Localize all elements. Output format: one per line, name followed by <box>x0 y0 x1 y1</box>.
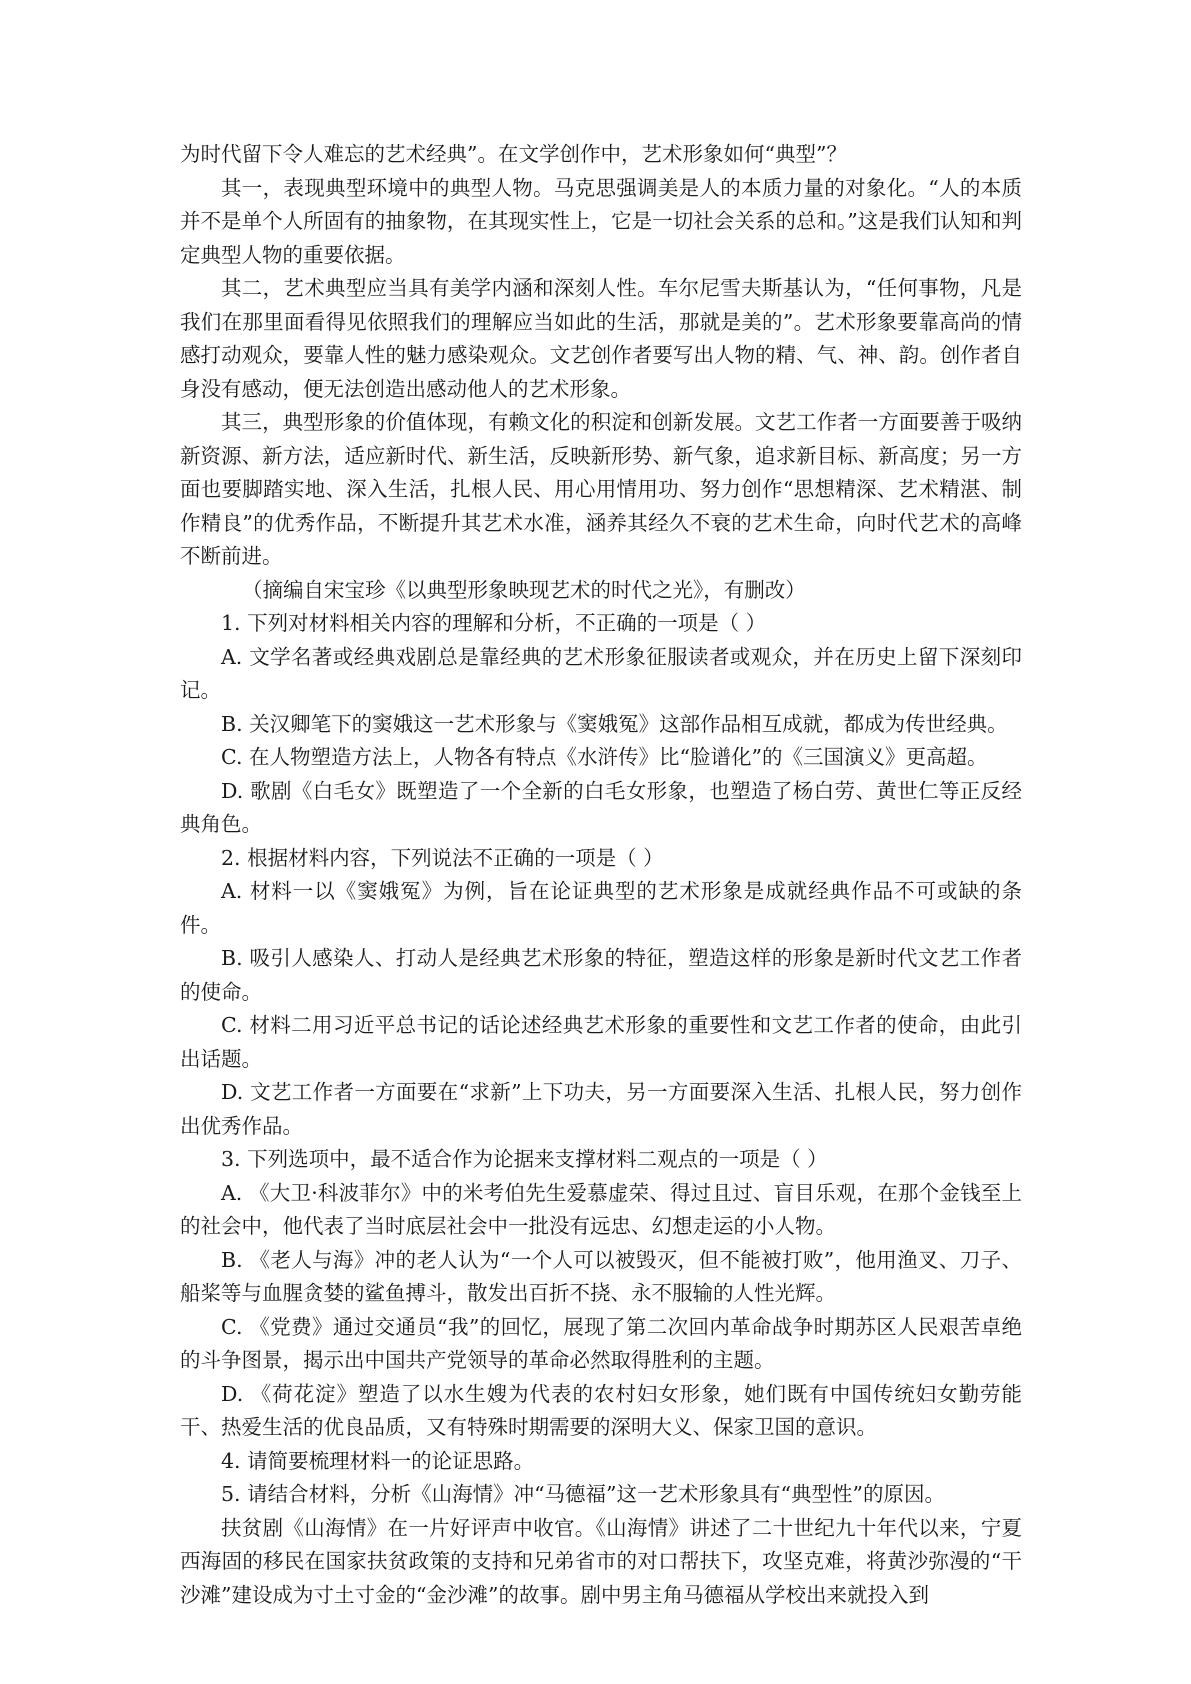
question-1-option-d: D. 歌剧《白毛女》既塑造了一个全新的白毛女形象，也塑造了杨白劳、黄世仁等正反经典角色。 <box>180 778 1022 836</box>
question-2-option-d: D. 文艺工作者一方面要在“求新”上下功夫，另一方面要深入生活、扎根人民，努力创作出优秀作品。 <box>180 1080 1022 1138</box>
document-body <box>180 138 1022 1612</box>
question-3: 3. 下列选项中，最不适合作为论据来支撑材料二观点的一项是（ ） <box>221 1147 828 1171</box>
question-4: 4. 请简要梳理材料一的论证思路。 <box>221 1448 535 1473</box>
question-3-option-c: C. 《党费》通过交通员“我”的回忆，展现了第二次回内革命战争时期苏区人民艰苦卓绝的斗争图景，揭示出中国共产党领导的革命必然取得胜利的主题。 <box>180 1314 1022 1372</box>
question-2: 2. 根据材料内容，下列说法不正确的一项是（ ） <box>221 845 664 870</box>
question-1-option-b: B. 关汉卿笔下的窦娥这一艺术形象与《窦娥冤》这部作品相互成就，都成为传世经典。 <box>221 711 1008 736</box>
question-1-option-c: C. 在人物塑造方法上，人物各有特点《水浒传》比“脸谱化”的《三国演义》更高超。 <box>221 745 988 769</box>
question-3-option-b: B. 《老人与海》冲的老人认为“一个人可以被毁灭，但不能被打败”，他用渔叉、刀子、船桨等与血腥贪婪的鲨鱼搏斗，散发出百折不挠、永不服输的人性光辉。 <box>180 1247 1022 1305</box>
paragraph-continuation: 为时代留下令人难忘的艺术经典”。在文学创作中，艺术形象如何“典型”？ <box>180 142 847 166</box>
question-1: 1. 下列对材料相关内容的理解和分析，不正确的一项是（ ） <box>221 611 767 635</box>
question-5: 5. 请结合材料，分析《山海情》冲“马德福”这一艺术形象具有“典型性”的原因。 <box>221 1482 945 1506</box>
question-3-option-d: D. 《荷花淀》塑造了以水生嫂为代表的农村妇女形象，她们既有中国传统妇女勤劳能干、热爱生活的优良品质，又有特殊时期需要的深明大义、保家卫国的意识。 <box>180 1381 1022 1439</box>
question-3-option-a: A. 《大卫·科波菲尔》中的米考伯先生爱慕虚荣、得过且过、盲目乐观，在那个金钱至上的社会中，他代表了当时底层社会中一批没有远忠、幻想走运的小人物。 <box>180 1180 1022 1238</box>
question-2-option-c: C. 材料二用习近平总书记的话论述经典艺术形象的重要性和文艺工作者的使命，由此引出话题。 <box>180 1013 1022 1071</box>
source-citation: （摘编自宋宝珍《以典型形象映现艺术的时代之光》，有删改） <box>242 577 806 602</box>
material-passage: 扶贫剧《山海情》在一片好评声中收官。《山海情》讲述了二十世纪九十年代以来，宁夏西海固的移民在国家扶贫政策的支持和兄弟省市的对口帮扶下，攻坚克难，将黄沙弥漫的“干沙滩”建设成为寸土寸金的“金沙滩”的故事。剧中男主角马德福从学校出来就投入到 <box>180 1515 1022 1607</box>
question-2-option-b: B. 吸引人感染人、打动人是经典艺术形象的特征，塑造这样的形象是新时代文艺工作者的使命。 <box>180 946 1022 1004</box>
question-2-option-a: A. 材料一以《窦娥冤》为例，旨在论证典型的艺术形象是成就经典作品不可或缺的条件。 <box>180 879 1022 937</box>
question-1-option-a: A. 文学名著或经典戏剧总是靠经典的艺术形象征服读者或观众，并在历史上留下深刻印记。 <box>180 644 1022 702</box>
paragraph-point-one: 其一，表现典型环境中的典型人物。马克思强调美是人的本质力量的对象化。“人的本质并不是单个人所固有的抽象物，在其现实性上，它是一切社会关系的总和。”这是我们认知和判定典型人物的重要依据。 <box>180 175 1022 267</box>
paragraph-point-two: 其二，艺术典型应当具有美学内涵和深刻人性。车尔尼雪夫斯基认为，“任何事物，凡是我们在那里面看得见依照我们的理解应当如此的生活，那就是美的”。艺术形象要靠高尚的情感打动观众，要靠人性的魅力感染观众。文艺创作者要写出人物的精、气、神、韵。创作者自身没有感动，便无法创造出感动他人的艺术形象。 <box>180 276 1022 401</box>
paragraph-point-three: 其三，典型形象的价值体现，有赖文化的积淀和创新发展。文艺工作者一方面要善于吸纳新资源、新方法，适应新时代、新生活，反映新形势、新气象，追求新目标、新高度；另一方面也要脚踏实地、深入生活，扎根人民、用心用情用功、努力创作“思想精深、艺术精湛、制作精良”的优秀作品，不断提升其艺术水准，涵养其经久不衰的艺术生命，向时代艺术的高峰不断前进。 <box>180 410 1022 568</box>
